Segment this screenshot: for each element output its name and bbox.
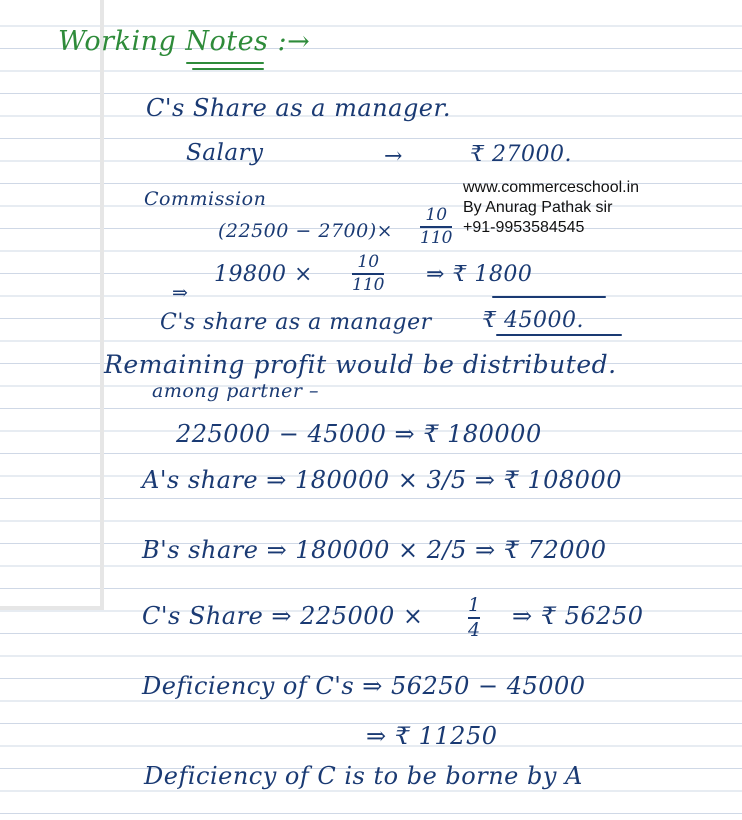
deficiency-result: ⇒ ₹ 11250 (366, 722, 498, 750)
b-share-line: B's share ⇒ 180000 × 2/5 ⇒ ₹ 72000 (142, 536, 607, 564)
c-share-total-label: C's share as a manager (160, 310, 432, 335)
c-share-total-value: ₹ 45000. (482, 308, 584, 333)
remaining-line-2: among partner – (152, 380, 320, 402)
commission-label: Commission (144, 188, 267, 210)
page-margin-corner (0, 606, 104, 610)
c-share-line: C's Share ⇒ 225000 × (142, 602, 424, 630)
step2-expr: 19800 × (214, 262, 313, 287)
fraction-numerator: 10 (425, 205, 448, 225)
total-underline (496, 334, 622, 336)
step2-fraction (352, 254, 384, 294)
watermark-site: www.commerceschool.in (463, 179, 640, 196)
salary-arrow: → (384, 144, 403, 169)
remaining-line-1: Remaining profit would be distributed. (104, 350, 617, 379)
salary-label: Salary (186, 140, 264, 166)
watermark-phone: +91-9953584545 (463, 219, 585, 236)
fraction-numerator: 1 (468, 594, 481, 616)
commission-fraction (420, 207, 452, 247)
c-share-fraction (468, 596, 480, 640)
watermark (463, 178, 639, 238)
deficiency-line: Deficiency of C's ⇒ 56250 − 45000 (142, 672, 586, 700)
fraction-numerator: 10 (357, 252, 380, 272)
fraction-denominator: 4 (468, 619, 481, 641)
fraction-denominator: 110 (420, 228, 453, 248)
heading-underline-2 (192, 68, 264, 70)
total-overline (492, 296, 606, 298)
step2-prefix: ⇒ (172, 282, 189, 304)
heading-working-notes: Working Notes :→ (58, 26, 311, 57)
step2-result: ⇒ ₹ 1800 (426, 262, 533, 287)
a-share-line: A's share ⇒ 180000 × 3/5 ⇒ ₹ 108000 (142, 466, 622, 494)
heading-underline (186, 62, 264, 64)
salary-value: ₹ 27000. (470, 142, 572, 167)
commission-expr: (22500 − 2700)× (218, 220, 394, 242)
page-margin-line (100, 0, 104, 610)
c-share-result: ⇒ ₹ 56250 (512, 602, 644, 630)
c-share-title: C's Share as a manager. (146, 94, 451, 122)
watermark-author: By Anurag Pathak sir (463, 199, 613, 216)
remaining-calc: 225000 − 45000 ⇒ ₹ 180000 (176, 420, 542, 448)
deficiency-note: Deficiency of C is to be borne by A (144, 762, 583, 790)
fraction-denominator: 110 (352, 275, 385, 295)
